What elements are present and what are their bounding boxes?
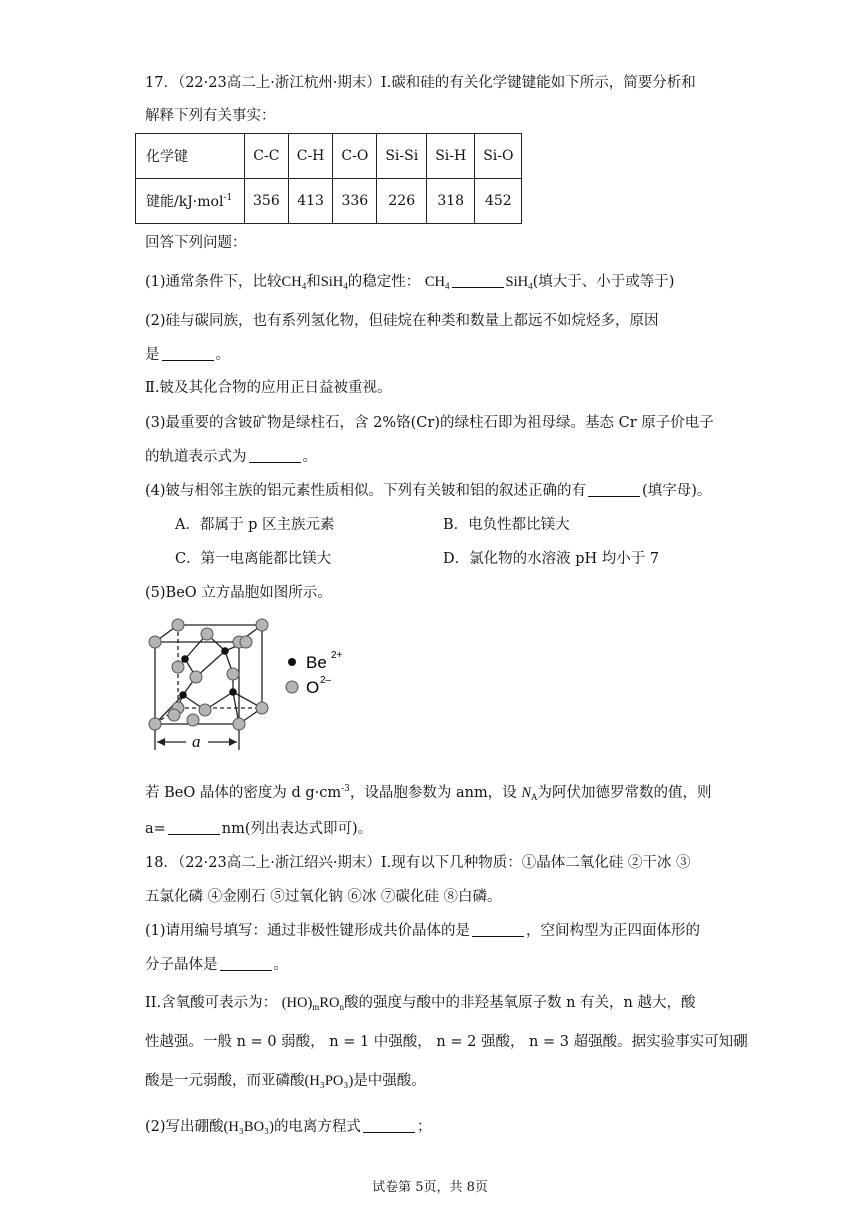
- table-row: [136, 134, 522, 179]
- q17-part5: (5)BeO 立方晶胞如图所示。: [145, 585, 332, 601]
- table-cell: 226: [377, 179, 427, 224]
- q18-header: 18．（22·23高二上·浙江绍兴·期末）I.现有以下几种物质：①晶体二氧化硅 ②干冰 ③: [145, 855, 691, 871]
- table-cell: C-O: [333, 134, 377, 179]
- table-cell: C-H: [288, 134, 333, 179]
- answer-blank[interactable]: [452, 273, 504, 288]
- answer-blank[interactable]: [249, 448, 301, 463]
- table-cell: 413: [288, 179, 333, 224]
- q18-part1-cont: 分子晶体是 。: [145, 957, 288, 973]
- table-cell: Si-O: [475, 134, 522, 179]
- table-row: [136, 179, 522, 224]
- answer-blank[interactable]: [220, 956, 272, 971]
- page-footer: 试卷第 5页，共 8页: [372, 1180, 488, 1195]
- table-cell: Si-H: [427, 134, 475, 179]
- legend-be-charge: 2+: [331, 650, 343, 661]
- q18-section2: II.含氧酸可表示为： $(HO)_mRO_n$酸的强度与酸中的非羟基氧原子数 n 有关，n 越大，酸: [145, 995, 696, 1012]
- cell-parameter-label: a: [192, 732, 201, 751]
- q18-part2: (2)写出硼酸(H₃BO₃)的电离方程式 ；: [145, 1119, 432, 1135]
- option-d[interactable]: D．氯化物的水溶液 pH 均小于 7: [443, 551, 660, 567]
- q17-part1: (1)通常条件下，比较$CH_4$和SiH$_4$的稳定性： $CH_4$ SiH$_4$(填大于、小于或等于): [145, 274, 675, 291]
- q17-intro: 回答下列问题：: [145, 235, 247, 251]
- answer-blank[interactable]: [168, 820, 220, 835]
- answer-blank[interactable]: [588, 482, 640, 497]
- table-cell: 356: [245, 179, 289, 224]
- q17-part2-cont: 是 。: [145, 347, 230, 363]
- answer-blank[interactable]: [363, 1118, 415, 1133]
- table-cell: 452: [475, 179, 522, 224]
- answer-blank[interactable]: [162, 346, 214, 361]
- q17-header-cont: 解释下列有关事实：: [145, 108, 276, 124]
- q18-part1: (1)请用编号填写：通过非极性键形成共价晶体的是 ，空间构型为正四面体形的: [145, 923, 701, 939]
- q17-part2: (2)硅与碳同族，也有系列氢化物，但硅烷在种类和数量上都远不如烷烃多，原因: [145, 313, 659, 329]
- table-cell: 318: [427, 179, 475, 224]
- legend-be: Be: [306, 653, 327, 672]
- q18-section2-cont2: 酸是一元弱酸，而亚磷酸(H₃PO₃)是中强酸。: [145, 1073, 426, 1089]
- table-cell: 336: [333, 179, 377, 224]
- q17-part3-cont: 的轨道表示式为 。: [145, 449, 317, 465]
- q17-header: 17．（22·23高二上·浙江杭州·期末）Ⅰ.碳和硅的有关化学键键能如下所示，简要分析和: [145, 75, 696, 91]
- beo-unit-cell-figure: [138, 612, 368, 752]
- q17-part5-text: 若 BeO 晶体的密度为 d $g\cdot cm^{-3}$，设晶胞参数为 anm，设 $N_A$为阿伏加德罗常数的值，则: [145, 784, 712, 802]
- q17-part3: (3)最重要的含铍矿物是绿柱石，含 2%铬(Cr)的绿柱石即为祖母绿。基态 Cr 原子价电子: [145, 415, 714, 431]
- legend-o-charge: 2–: [320, 675, 332, 686]
- q18-header-cont: 五氯化磷 ④金刚石 ⑤过氧化钠 ⑥冰 ⑦碳化硅 ⑧白磷。: [145, 889, 502, 905]
- table-cell: Si-Si: [377, 134, 427, 179]
- answer-blank[interactable]: [472, 922, 524, 937]
- table-row-label: 键能/kJ·mol$^{-1}$: [136, 179, 245, 224]
- option-c[interactable]: C．第一电离能都比镁大: [175, 551, 332, 567]
- table-row-label: 化学键: [136, 134, 245, 179]
- q17-section2: Ⅱ.铍及其化合物的应用正日益被重视。: [145, 380, 392, 396]
- legend-o: O: [306, 678, 320, 697]
- option-b[interactable]: B．电负性都比镁大: [443, 517, 570, 533]
- q18-section2-cont: 性越强。一般 n = 0 弱酸， n = 1 中强酸， n = 2 强酸， n = 3 超强酸。据实验事实可知硼: [145, 1034, 748, 1050]
- q17-part4: (4)铍与相邻主族的铝元素性质相似。下列有关铍和铝的叙述正确的有 (填字母)。: [145, 483, 712, 499]
- bond-energy-table: [135, 133, 522, 224]
- option-a[interactable]: A．都属于 p 区主族元素: [175, 517, 335, 533]
- q17-part5-answer: a= nm(列出表达式即可)。: [145, 821, 373, 837]
- table-cell: C-C: [245, 134, 289, 179]
